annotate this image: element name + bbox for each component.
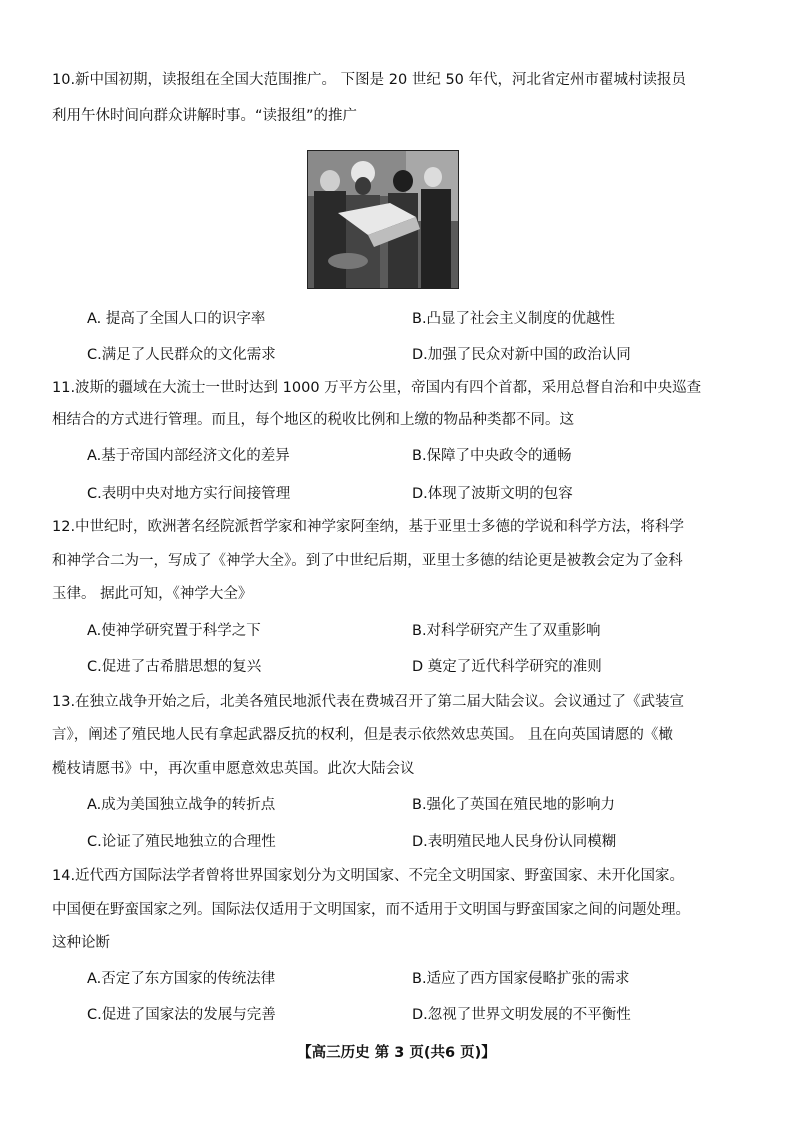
q13-option-d: D.表明殖民地人民身份认同模糊 xyxy=(412,834,617,850)
q10-stem-line2: 利用午休时间向群众讲解时事。“读报组”的推广 xyxy=(52,108,358,124)
q11-stem-line1: 11.波斯的疆域在大流士一世时达到 1000 万平方公里，帝国内有四个首都，采用总督自治和中央巡查 xyxy=(52,380,702,396)
q14-stem-line3: 这种论断 xyxy=(52,935,110,951)
q11-option-c: C.表明中央对地方实行间接管理 xyxy=(87,486,291,502)
newspaper-reading-photo xyxy=(307,150,459,289)
q13-option-b: B.强化了英国在殖民地的影响力 xyxy=(412,797,616,813)
q12-option-b: B.对科学研究产生了双重影响 xyxy=(412,623,601,639)
q14-option-d: D.忽视了世界文明发展的不平衡性 xyxy=(412,1007,631,1023)
q11-option-d: D.体现了波斯文明的包容 xyxy=(412,486,573,502)
q12-option-c: C.促进了古希腊思想的复兴 xyxy=(87,659,262,675)
q10-option-a: A. 提高了全国人口的识字率 xyxy=(87,311,266,327)
q13-stem-line2: 言》，阐述了殖民地人民有拿起武器反抗的权利，但是表示依然效忠英国。 且在向英国请愿的《橄 xyxy=(52,727,673,743)
q14-option-b: B.适应了西方国家侵略扩张的需求 xyxy=(412,971,630,987)
q14-option-a: A.否定了东方国家的传统法律 xyxy=(87,971,276,987)
q13-stem-line3: 榄枝请愿书》中，再次重申愿意效忠英国。此次大陆会议 xyxy=(52,761,415,777)
q12-option-a: A.使神学研究置于科学之下 xyxy=(87,623,261,639)
q10-option-b: B.凸显了社会主义制度的优越性 xyxy=(412,311,616,327)
q11-option-b: B.保障了中央政令的通畅 xyxy=(412,448,572,464)
q11-stem-line2: 相结合的方式进行管理。而且，每个地区的税收比例和上缴的物品种类都不同。这 xyxy=(52,412,574,428)
q12-stem-line1: 12.中世纪时，欧洲著名经院派哲学家和神学家阿奎纳，基于亚里士多德的学说和科学方法，将科学 xyxy=(52,519,685,535)
q12-stem-line3: 玉律。 据此可知，《神学大全》 xyxy=(52,586,253,602)
q14-stem-line2: 中国便在野蛮国家之列。国际法仅适用于文明国家，而不适用于文明国与野蛮国家之间的问题处理。 xyxy=(52,902,690,918)
q13-stem-line1: 13.在独立战争开始之后，北美各殖民地派代表在费城召开了第二届大陆会议。会议通过了《武装宣 xyxy=(52,694,685,710)
page-footer: 【高三历史 第 3 页(共6 页)】 xyxy=(297,1045,496,1061)
q10-option-d: D.加强了民众对新中国的政治认同 xyxy=(412,347,631,363)
q10-option-c: C.满足了人民群众的文化需求 xyxy=(87,347,276,363)
q11-option-a: A.基于帝国内部经济文化的差异 xyxy=(87,448,290,464)
q12-option-d: D 奠定了近代科学研究的准则 xyxy=(412,659,602,675)
photo-illustration-icon xyxy=(308,151,458,288)
q14-stem-line1: 14.近代西方国际法学者曾将世界国家划分为文明国家、不完全文明国家、野蛮国家、未开化国家。 xyxy=(52,868,685,884)
q14-option-c: C.促进了国家法的发展与完善 xyxy=(87,1007,276,1023)
q12-stem-line2: 和神学合二为一，写成了《神学大全》。到了中世纪后期，亚里士多德的结论更是被教会定为了金科 xyxy=(52,553,683,569)
q13-option-a: A.成为美国独立战争的转折点 xyxy=(87,797,276,813)
q13-option-c: C.论证了殖民地独立的合理性 xyxy=(87,834,276,850)
q10-stem-line1: 10.新中国初期，读报组在全国大范围推广。 下图是 20 世纪 50 年代，河北省定州市翟城村读报员 xyxy=(52,72,687,88)
